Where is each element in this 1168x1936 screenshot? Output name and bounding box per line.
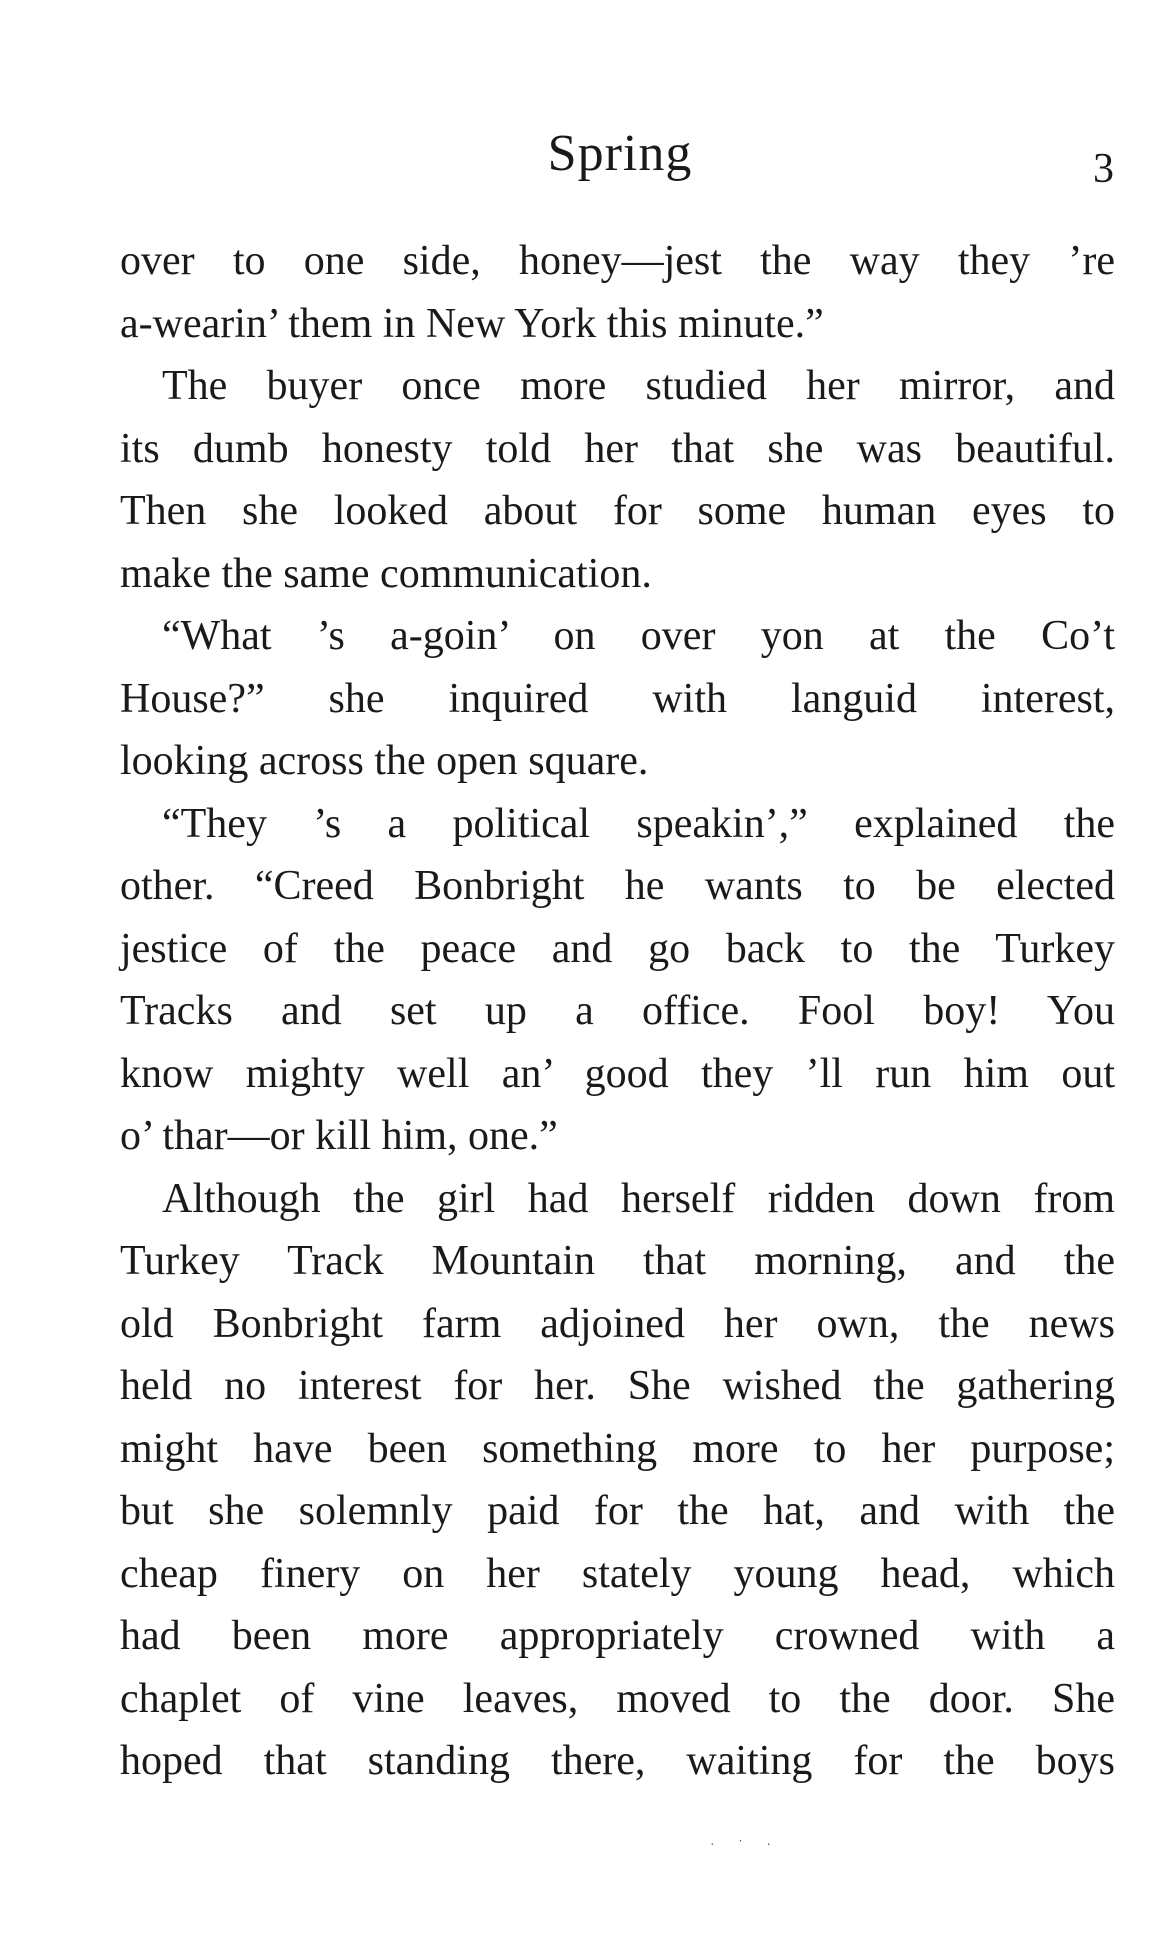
text-line: jestice of the peace and go back to the Turkey bbox=[120, 925, 1115, 972]
text-line: held no interest for her. She wished the gathering bbox=[120, 1363, 1115, 1409]
page-number: 3 bbox=[1093, 146, 1114, 192]
text-line: a-wearin’ them in New York this minute.” bbox=[120, 300, 824, 347]
text-line: make the same communication. bbox=[120, 550, 652, 597]
text-line: old Bonbright farm adjoined her own, the news bbox=[120, 1300, 1115, 1347]
text-line: chaplet of vine leaves, moved to the door. She bbox=[120, 1675, 1115, 1722]
text-line: but she solemnly paid for the hat, and with the bbox=[120, 1488, 1115, 1534]
text-line: over to one side, honey—jest the way they ’re bbox=[120, 238, 1115, 284]
body-text bbox=[120, 230, 1115, 1793]
text-line: might have been something more to her purpose; bbox=[120, 1425, 1115, 1472]
text-line: “What ’s a-goin’ on over yon at the Co’t bbox=[162, 613, 1115, 659]
text-line: its dumb honesty told her that she was beautiful. bbox=[120, 425, 1115, 472]
text-line: o’ thar—or kill him, one.” bbox=[120, 1113, 558, 1159]
text-line: Turkey Track Mountain that morning, and the bbox=[120, 1238, 1115, 1284]
text-line: know mighty well an’ good they ’ll run him out bbox=[120, 1050, 1115, 1097]
text-line: Then she looked about for some human eyes to bbox=[120, 488, 1115, 534]
text-line: looking across the open square. bbox=[120, 738, 649, 784]
text-line: Although the girl had herself ridden down from bbox=[162, 1175, 1115, 1222]
text-line: Tracks and set up a office. Fool boy! You bbox=[120, 988, 1115, 1034]
text-line: cheap finery on her stately young head, which bbox=[120, 1550, 1115, 1597]
text-line: had been more appropriately crowned with a bbox=[120, 1613, 1115, 1659]
text-line: The buyer once more studied her mirror, and bbox=[162, 363, 1115, 409]
text-line: other. “Creed Bonbright he wants to be elected bbox=[120, 863, 1115, 909]
running-head bbox=[120, 122, 1120, 192]
print-specks: · ˙ · bbox=[710, 1838, 781, 1853]
text-line: hoped that standing there, waiting for the boys bbox=[120, 1738, 1115, 1784]
running-title: Spring bbox=[547, 125, 693, 182]
text-line: House?” she inquired with languid interest, bbox=[120, 675, 1115, 722]
text-line: “They ’s a political speakin’,” explained the bbox=[162, 800, 1115, 847]
